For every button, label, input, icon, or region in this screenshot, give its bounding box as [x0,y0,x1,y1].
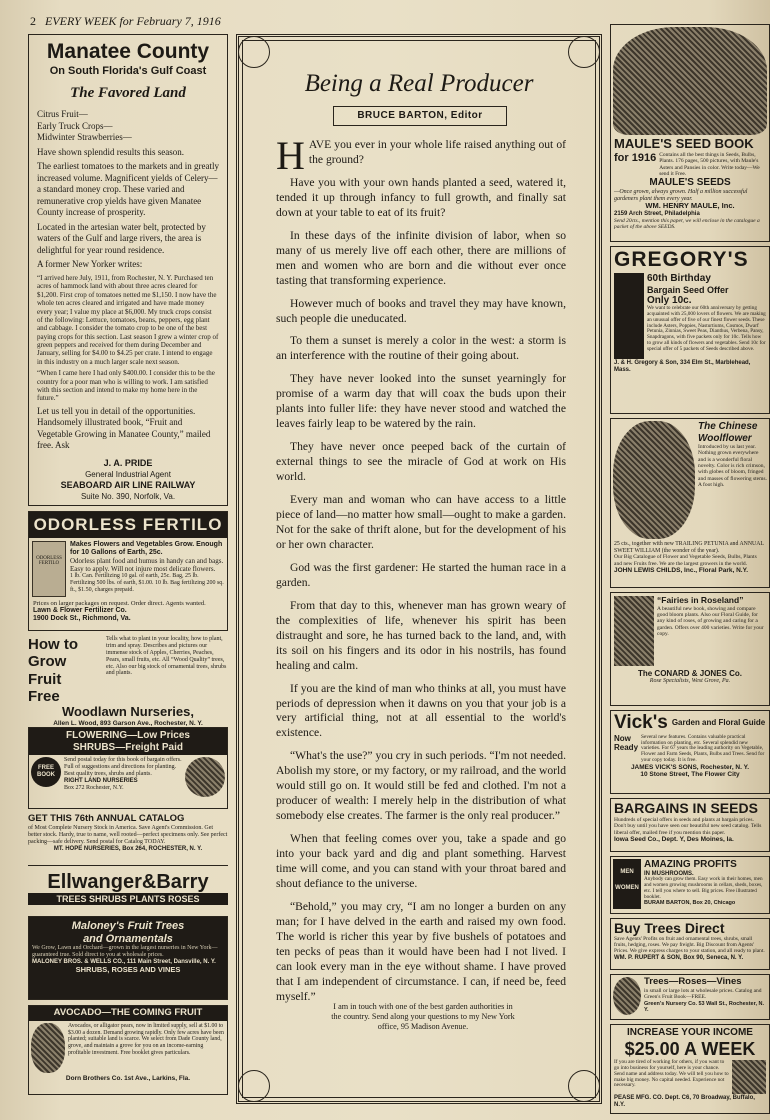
trees-roses-company: Green's Nursery Co. 53 Wall St., Rochester, N. Y. [644,1000,765,1013]
mushroom-body: Anybody can grow them. Easy work in their homes, men and women growing mushrooms in cellars, sheds, boxes, etc. I tell you where to sell. Big prices. Free illustrated booklet. [644,876,763,900]
childs-title: The Chinese Woolflower [698,421,758,444]
free-book-badge: FREE BOOK [31,757,61,787]
editorial-paragraph: To them a sunset is merely a color in the west: a storm is an interference with the routine of their going about. [276,334,566,363]
gregory-offer: Bargain Seed Offer [647,284,729,295]
fertilo-body: Odorless plant food and humus in handy can and bags. Easy to apply. Will not injure most delicate flowers. [70,556,224,573]
mt-hope-address: MT. HOPE NURSERIES, Box 264, ROCHESTER, N. Y. [53,845,203,852]
conard-body: A beautiful new book, showing and compare good bloom plants. Also our Floral Guide, for any kind of roses, of growing and caring for a garden. Offers over 400 varieties. Write for your copy. [657,605,764,638]
trees-roses-body: in small or large lots at wholesale prices. Catalog and Green's Fruit Book—FREE. [644,987,762,1001]
editorial-title: Being a Real Producer [304,70,534,97]
editorial-byline: BRUCE BARTON, Editor [333,106,507,126]
maule-seed-ad [610,24,770,242]
fertilo-title: ODORLESS FERTILO [29,512,227,538]
manatee-paragraph: Let us tell you in detail of the opportunities. Handsomely illustrated book, “Fruit and Vegetable Growing in Manatee County,” mailed free. Ask [37,405,211,451]
childs-body: Introduced by us last year. Nothing grown everywhere and is a wonderful floral novelty. Color is rich crimson, with globes of bloom, fringed and masses of flowering stems. A foot high. [698,444,767,488]
running-header [30,14,221,29]
gregory-title: GREGORY'S [614,248,749,271]
fertilo-address: 1900 Dock St., Richmond, Va. [33,615,131,623]
manatee-paragraph: Have shown splendid results this season. [37,146,184,157]
avocado-title: AVOCADO—THE COMING FRUIT [29,1006,227,1021]
vicks-body: Several new features. Contains valuable practical information on planting, etc. Several splendid new varieties. For 67 years the leading authority on Vegetable, Flower and Farm Seeds, Plants, Bulbs and Trees. Send for your copy today. It is free. [641,733,765,764]
woolflower-image [613,421,695,539]
manatee-title: Manatee County [46,40,210,63]
fertilo-dealer: Prices on larger packages on request. Order direct. Agents wanted. [33,599,206,607]
fruit-word: Fruit [28,670,62,688]
flowering-shrubs-ad [28,727,228,809]
crop-item: Citrus Fruit— [37,109,88,120]
maloney-title-2: and Ornamentals [83,932,173,945]
corner-ornament [238,1070,270,1102]
right-column-ads [610,24,770,1109]
woodlawn-ad [28,636,228,727]
editorial-paragraph: However much of books and travel they may have known, such people die uneducated. [276,296,566,325]
worker-image [732,1060,766,1094]
apple-image [613,977,641,1015]
vicks-title-2: Garden and Floral Guide [671,717,766,727]
increase-amount: $25.00 A WEEK [624,1038,756,1059]
shrubs-title: FLOWERING—Low Prices [29,728,227,742]
avocado-ad [28,1005,228,1095]
increase-company: PEASE MFG. CO. Dept. C6, 70 Broadway, Buffalo, N.Y. [614,1095,755,1109]
corner-ornament [568,36,600,68]
editorial-paragraph: Have you with your own hands planted a seed, watered it, tended it up through infancy to full growth, and finally sat down at your table to eat of its fruit? [276,175,566,219]
bargains-title: BARGAINS IN SEEDS [614,800,758,816]
trees-roses-vines-ad [610,974,770,1020]
manatee-signature [37,458,219,502]
conard-jones-ad [610,592,770,706]
vicks-address: 10 Stone Street, The Flower City [640,771,740,779]
fertilo-can-image: ODORLESS FERTILO [32,541,66,597]
pansy-flower-image [613,27,767,135]
mushroom-title: AMAZING PROFITS [644,859,737,870]
avocado-body: Avocados, or alligator pears, now in limited supply, sell at $1.00 to $3.00 a dozen. Demand growing rapidly. Only few acres have been planted; suitable land is scarce. We select from Dade County land, grove, and maintain a grove for you on an income-earning profitable investment. Free booklet gives particulars. [68,1022,224,1056]
fertilo-company: Lawn & Flower Fertilizer Co. [33,607,127,615]
sig-name: J. A. PRIDE [103,457,153,468]
manatee-paragraph: A former New Yorker writes: [37,259,143,270]
gregory-body: We want to celebrate our 60th anniversary by getting acquainted with 25,000 lovers of flowers. We are making an unusual offer of five of our finest flower seeds. These include Asters, Poppies, Nasturtiums, Cosmos, Dwarf Petunia, Zinnias, Sweet Peas, Dianthus, Verbena, Pansy, Snapdragons, with five packets only for 10c. Tells how to grow all kinds of flowers and vegetables. Send 10c for special offer of 5 packets of Seeds described above. [647,305,766,352]
editorial-footnote: I am in touch with one of the best garden authorities in the country. Send along your questions to my New York office, 95 Madison Avenue. [331,1002,515,1031]
conard-title: “Fairies in Roseland” [657,595,744,605]
maule-title: MAULE'S SEED BOOK [614,136,754,151]
corner-ornament [238,36,270,68]
editorial-paragraph: HAVE you ever in your whole life raised anything out of the ground? [276,133,566,178]
shrubs-company: RIGHT LAND NURSERIES [64,777,138,784]
maloney-footer: SHRUBS, ROSES AND VINES [75,964,181,974]
testimonial-quote-2: “When I came here I had only $400.00. I consider this to be the country for a poor man who is willing to work. I am satisfied with this section and intend to make my home here in the future.” [37,369,215,403]
shrubs-title-2: SHRUBS—Freight Paid [29,742,227,756]
mushroom-company: BURAM BARTON, Box 20, Chicago [644,900,736,907]
editorial-paragraph: When that feeling comes over you, take a spade and go into your back yard and dig and plant something. Harvest time will come, and you can stand with your throat bared and shout defiance to the universe. [276,832,566,890]
fertilo-tagline: Makes Flowers and Vegetables Grow. Enough for 10 Gallons of Earth, 25c. [70,540,223,556]
bargains-body: Hundreds of special offers in seeds and plants at bargain prices. Don't buy until you have seen our beautiful new seed catalog. Tells liberal offer, mailed free if you mention this paper. [614,817,762,836]
page-number: 2 [30,14,36,28]
maloney-body: We Grow, Lawn and Orchard—grown in the largest nurseries in New York—guaranteed true. Sold direct to you at wholesale prices. [32,945,218,959]
woodlawn-body: Tells what to plant in your locality, how to plant, trim and spray. Describes and pictures our immense stock of Apples, Cherries, Peaches, Pears, small fruits, etc. All “Wood Quality” trees, etc. Also our big stock of ornamental trees, shrubs and plants. [106,636,227,677]
mt-hope-ad [28,814,228,866]
ellwanger-title: Ellwanger&Barry [47,871,209,893]
buytrees-body: Save Agents' Profits on fruit and ornamental trees, shrubs, small fruits, hedging, roses. We pay freight. Big Discount from Agents' Prices. We give express charges to your station, and all ready to plant. [614,936,765,954]
maule-company: WM. HENRY MAULE, Inc. [645,201,735,211]
crop-item: Early Truck Crops— [37,120,113,131]
woodlawn-title: Woodlawn Nurseries, [62,704,194,719]
how-to-grow: How to Grow [28,636,78,671]
sig-title: General Industrial Agent [85,469,171,479]
editorial-paragraph: “Behold,” you may cry, “I am no longer a burden on any man; for I have delved in the earth and raised my own food. The world is richer this year by five bushels of potatoes and ten pecks of peas than it would have been had I not lived. I can look every man in the eye without shame. I have proved that I am independent of circumstance. I can, if need be, feed myself.” [276,899,566,1003]
maule-address: 2159 Arch Street, Philadelphia [614,211,700,218]
editorial-paragraph: From that day to this, whenever man has grown weary of the complexities of life, whenever his spirit has been distraught and sore, he has turned back to the land, and, with its soil on his fingers and its odor in his nostrils, has found healing and calm. [276,598,566,672]
mt-hope-body: of Most Complete Nursery Stock in America. Save Agent's Commission. Get better stock. Hardy, true to name, well rooted—perfect specimens only. See perfect packing—safe delivery. Send postal for Catalog TODAY. [28,824,228,845]
manatee-subtitle: On South Florida's Gulf Coast [49,65,207,77]
avocado-company: Dorn Brothers Co. 1st Ave., Larkins, Fla. [65,1074,191,1082]
editorial-paragraph: God was the first gardener: He started the human race in a garden. [276,560,566,589]
editorial-paragraph: They have never looked into the sunset yearningly for promise of a warm day that will coax the buds upon their plants into fuller life: they have never stood and watched the leaves fairly leap to be watered by the rain. [276,372,566,431]
maloney-title: Maloney's Fruit Trees [71,920,185,932]
shrubs-city: Rochester, N.Y. [86,784,124,791]
vicks-title: Vick's [614,712,668,733]
shrubs-body: Send postal today for this book of bargain offers. Full of suggestions and directions for planting. Best quality trees, shrubs and plants. [64,757,182,777]
men-women-image: MEN WOMEN [613,859,641,909]
shrubs-box: Box 272 [64,784,85,791]
testimonial-quote: “I arrived here July, 1911, from Rochester, N. Y. Purchased ten acres of hammock land with about three acres cleared for $1,200. First crop of tomatoes netted me $1,150. I now have the whole ten acres cleared and irrigated and have made money every year; I value my place at $6,000. My truck crops consist of the following: Lettuce, tomatoes, beans, peppers, egg plant and cabbage. I consider the tomato crop to be one of the best paying crops for this section. Last season I grew a winter crop of green peppers and received for them during December and January, selling for $4.00 to $4.25 per crate. I intend to engage in this industry on a much larger scale next season. [37,273,219,366]
shrub-flower-image [185,757,225,797]
maule-sub: MAULE'S SEEDS [649,177,731,189]
editorial-paragraph: If you are the kind of man who thinks at all, you must have periods of depression when it dawns on you that your job is a very artificial thing, not at all essential to the world's existence. [276,681,566,740]
vicks-company: JAMES VICK'S SONS, Rochester, N. Y. [630,763,750,771]
maloney-ad [28,916,228,1000]
childs-company: JOHN LEWIS CHILDS, Inc., Floral Park, N.Y. [614,566,748,574]
editorial-paragraph: Every man and woman who can have access to a little piece of land—no matter how small—ought to make a garden. Not for the sake of thrift alone, but for the development of his or her own character. [276,493,566,551]
trees-roses-title: Trees—Roses—Vines [644,976,742,987]
fertilo-prices: 1 lb. Can. Fertilizing 10 gal. of earth, 25c. Bag, 25 lb. Fertilizing 500 lbs. of earth, $1.00. 10 lb. Bag fertilizing 200 sq. ft., $1.50, charges prepaid. [70,572,224,593]
ellwanger-subtitle: TREES SHRUBS PLANTS ROSES [28,893,228,905]
editorial-paragraph: “What's the use?” you cry in such periods. “I'm not needed. Abolish my store, or my factory, or my railroad, and the world would still go on. It would still be fed and clothed. I'm not a producer of wealth: I merely help in the distribution of what somebody else creates. The farmer is the only real producer.” [276,749,566,823]
gregory-seed-ad [610,246,770,414]
maule-slogan: —Once grown, always grown. Half a million successful gardeners plant them every year. [614,188,748,202]
avocado-image [31,1023,65,1073]
maule-body: Contains all the best things in Seeds, Bulbs, Plants. 176 pages, 500 pictures, with Maule's Asters and Pansies in color. Write today—We send it Free. [659,151,760,177]
manatee-county-ad [28,34,228,506]
sig-address: Suite No. 390, Norfolk, Va. [80,491,176,501]
conard-address: Rose Specialists, West Grove, Pa. [649,678,731,685]
increase-body: If you are tired of working for others, if you want to go into business for yourself, here is your chance. Send name and address today. We will tell you how to make big money. No capital needed. Experience not necessary. [614,1059,729,1089]
favored-land-heading: The Favored Land [70,85,186,102]
drop-cap: H [276,133,305,178]
sig-company: SEABOARD AIR LINE RAILWAY [60,479,196,490]
corner-ornament [568,1070,600,1102]
vicks-now-ready: Now Ready [614,733,639,752]
issue-title: EVERY WEEK for February 7, 1916 [45,14,221,28]
ellwanger-barry-ad [28,871,228,911]
rose-book-image [614,596,654,666]
buy-trees-direct-ad [610,918,770,970]
editorial-column [236,34,602,1104]
woodlawn-address: Allen L. Wood, 893 Garson Ave., Rochester, N. Y. [53,719,203,727]
gregory-seed-packet-image [614,273,644,359]
childs-catalog: Our Big Catalogue of Flower and Vegetable Seeds, Bulbs, Plants and new Fruits free. We are the largest growers in the world. [614,554,757,567]
mt-hope-title: GET THIS 76th ANNUAL CATALOG [28,813,185,824]
editorial-paragraph: In these days of the infinite division of labor, when so many of us merely live off each other, there are millions of men and women who are born and die without ever once tasting that transforming experience. [276,228,566,287]
maloney-company: MALONEY BROS. & WELLS CO., 111 Main Street, Dansville, N. Y. [32,959,216,966]
gregory-company: J. & H. Gregory & Son, 334 Elm St., Marblehead, Mass. [614,360,751,374]
manatee-paragraph: The earliest tomatoes to the markets and in greatly increased volume. Magnificent yields of Celery—a standard money crop. These varied and remunerative crop yields have given Manatee County increase of prosperity. [37,161,219,218]
editorial-paragraph: They have never once peeped back of the curtain of external things to see the miracle of God at work on His world. [276,440,566,484]
bargains-seeds-ad [610,798,770,852]
vicks-guide-ad [610,710,770,794]
manatee-paragraph: Located in the artesian water belt, protected by waters of the Gulf and large rivers, the area is delightful for year round residence. [37,221,206,255]
mushroom-subtitle: IN MUSHROOMS. [644,870,694,877]
bargains-company: Iowa Seed Co., Dept. Y, Des Moines, Ia. [614,836,734,844]
buytrees-company: WM. P. RUPERT & SON, Box 90, Seneca, N. Y. [614,954,744,961]
left-column-ads [28,34,228,1104]
editorial-body [276,133,566,1013]
maule-note: Send 20cts., mention this paper, we will enclose in the catalogue a packet of the above SEEDS. [614,217,760,231]
free-word: Free [28,687,60,705]
increase-title: INCREASE YOUR INCOME [627,1027,753,1038]
childs-woolflower-ad [610,418,770,588]
increase-income-ad [610,1024,770,1114]
fertilo-ad [28,511,228,631]
mushroom-profits-ad [610,856,770,914]
maule-year: for 1916 [614,151,657,164]
gregory-birthday: 60th Birthday [647,273,711,285]
buytrees-title: Buy Trees Direct [614,920,725,936]
childs-price: 25 cts., together with new TRAILING PETUNIA and ANNUAL SWEET WILLIAM (the wonder of the year). [614,541,764,554]
conard-company: The CONARD & JONES Co. [637,669,742,678]
gregory-price: Only 10c. [647,294,692,306]
crop-item: Midwinter Strawberries— [37,132,132,143]
